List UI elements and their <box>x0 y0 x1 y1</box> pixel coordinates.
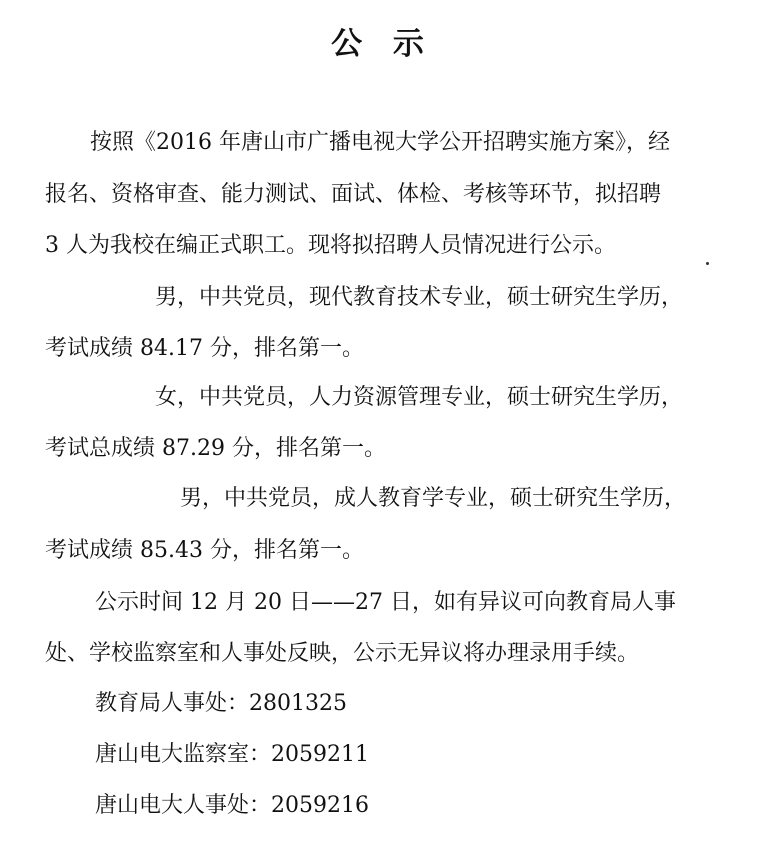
candidate-3-line-1: 男，中共党员，成人教育学专业，硕士研究生学历， <box>180 486 687 511</box>
page-title: 公 示 <box>331 26 434 62</box>
intro-line-3: 3 人为我校在编正式职工。现将拟招聘人员情况进行公示。 <box>45 233 616 258</box>
candidate-1-line-1: 男，中共党员，现代教育技术专业，硕士研究生学历， <box>155 285 684 310</box>
candidate-3-line-2: 考试成绩 85.43 分，排名第一。 <box>45 538 364 563</box>
contact-supervision-office: 唐山电大监察室：2059211 <box>95 742 369 767</box>
candidate-2-line-1: 女，中共党员，人力资源管理专业，硕士研究生学历， <box>155 385 684 410</box>
notice-line-1: 公示时间 12 月 20 日——27 日，如有异议可向教育局人事 <box>95 590 676 615</box>
intro-line-1: 按照《2016 年唐山市广播电视大学公开招聘实施方案》，经 <box>90 130 670 155</box>
scan-speck <box>706 262 709 265</box>
contact-hr-office: 唐山电大人事处：2059216 <box>95 793 369 818</box>
candidate-1-line-2: 考试成绩 84.17 分，排名第一。 <box>45 336 364 361</box>
notice-line-2: 处、学校监察室和人事处反映，公示无异议将办理录用手续。 <box>45 641 640 666</box>
contact-hr-bureau: 教育局人事处：2801325 <box>95 691 347 716</box>
candidate-2-line-2: 考试总成绩 87.29 分，排名第一。 <box>45 436 386 461</box>
intro-line-2: 报名、资格审查、能力测试、面试、体检、考核等环节，拟招聘 <box>45 182 662 207</box>
